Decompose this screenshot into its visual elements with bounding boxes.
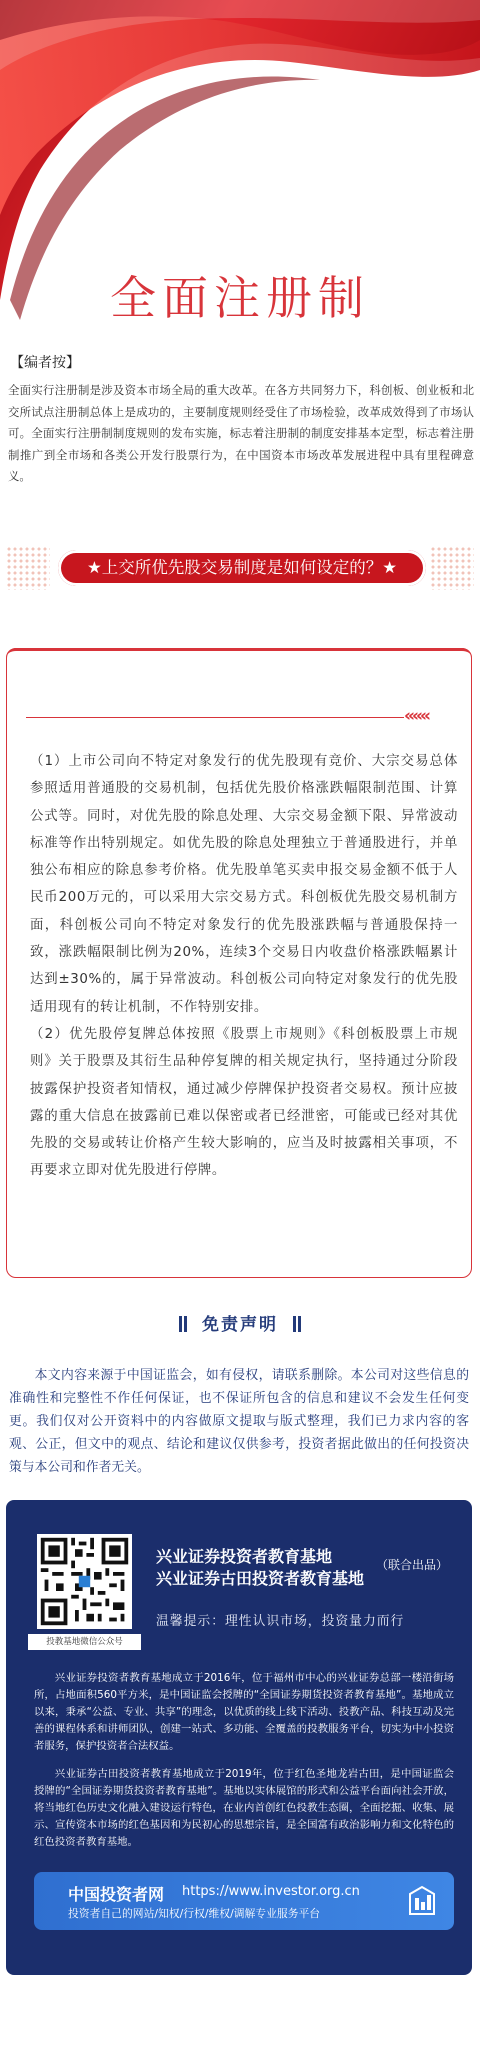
org-description-2: 兴业证券古田投资者教育基地成立于2019年，位于红色圣地龙岩古田，是中国证监会授牌的“全国证券期货投资者教育基地”。基地以实体展馆的形式和公益平台面向社会开放，将当地红色历史文化融入建设运行特色，在业内首创红色投教生态圈，全面挖掘、收集、展示、宣传资本市场的红色基因和为民初心的思想宗旨，是全国富有政治影响力和文化特色的红色投资者教育基地。 bbox=[34, 1768, 454, 1848]
qr-caption: 投教基地微信公众号 bbox=[28, 1634, 141, 1650]
bar-icon bbox=[184, 1316, 187, 1332]
editor-note-text: 全面实行注册制是涉及资本市场全局的重大改革。在各方共同努力下，科创板、创业板和北交所试点注册制总体上是成功的，主要制度规则经受住了市场检验，改革成效得到了市场认可。全面实行注册制制度规则的发布实施，标志着注册制的制度安排基本定型，标志着注册制推广到全市场和各类公开发行股票行为，在中国资本市场改革发展进程中具有里程碑意义。 bbox=[8, 383, 474, 483]
investor-logo-icon bbox=[406, 1884, 438, 1918]
content-card-body bbox=[30, 748, 458, 1185]
org-name-2: 兴业证券古田投资者教育基地 bbox=[156, 1569, 365, 1588]
hero-banner bbox=[0, 0, 480, 345]
answer-paragraph-2: （2）优先股停复牌总体按照《股票上市规则》《科创板股票上市规则》关于股票及其衍生品种停复牌的相关规定执行，坚持通过分阶段披露保护投资者知情权，通过减少停牌保护投资者交易权。预计应披露的重大信息在披露前已难以保密或者已经泄密，可能或已经对其优先股的交易或转让价格产生较大影响的，应当及时披露相关事项，不再要求立即对优先股进行停牌。 bbox=[30, 1026, 458, 1179]
warm-tip: 温馨提示：理性认识市场，投资量力而行 bbox=[156, 1614, 405, 1629]
content-card-top-border bbox=[6, 648, 472, 660]
portal-tagline: 投资者自己的网站/知权/行权/维权/调解专业服务平台 bbox=[68, 1907, 321, 1920]
org-description-1: 兴业证券投资者教育基地成立于2016年，位于福州市中心的兴业证券总部一楼沿街场所，占地面积560平方米，是中国证监会授牌的“全国证券期货投资者教育基地”。基地成立以来，秉承“公益、专业、共享”的理念，以优质的线上线下活动、投教产品、科技互动及完善的课程体系和讲师团队，创建一站式、多功能、全覆盖的投教服务平台，切实为中小投资者服务，保护投资者合法权益。 bbox=[34, 1672, 454, 1752]
chevrons-left-icon: ‹‹‹‹‹‹ bbox=[404, 706, 429, 726]
page-title: 全面注册制 bbox=[110, 271, 370, 325]
portal-name: 中国投资者网 bbox=[68, 1885, 165, 1904]
editor-note-label: 【编者按】 bbox=[10, 355, 80, 371]
disclaimer-text: 本文内容来源于中国证监会，如有侵权，请联系删除。本公司对这些信息的准确性和完整性不作任何保证，也不保证所包含的信息和建议不会发生任何变更。我们仅对公开资料中的内容做原文提取与版式整理，我们已力求内容的客观、公正，但文中的观点、结论和建议仅供参考，投资者据此做出的任何投资决策与本公司和作者无关。 bbox=[9, 1368, 469, 1475]
answer-paragraph-1: （1）上市公司向不特定对象发行的优先股现有竞价、大宗交易总体参照适用普通股的交易机制，包括优先股价格涨跌幅限制范围、计算公式等。同时，对优先股的除息处理、大宗交易金额下限、异常波动标准等作出特别规定。如优先股的除息处理独立于普通股进行，并单独公布相应的除息参考价格。优先股单笔买卖申报交易金额不低于人民币200万元的，可以采用大宗交易方式。科创板优先股交易机制方面，科创板公司向不特定对象发行的优先股涨跌幅与普通股保持一致，涨跌幅限制比例为20%，连续3个交易日内收盘价格涨跌幅累计达到±30%的，属于异常波动。科创板公司向特定对象发行的优先股适用现有的转让机制，不作特别安排。 bbox=[30, 754, 458, 1015]
portal-url[interactable]: https://www.investor.org.cn bbox=[182, 1884, 360, 1899]
dot-pattern-right bbox=[430, 546, 474, 590]
dot-pattern-left bbox=[6, 546, 50, 590]
disclaimer-heading bbox=[0, 1310, 480, 1335]
org-name-1: 兴业证券投资者教育基地 bbox=[156, 1547, 333, 1566]
footer-panel bbox=[6, 1500, 472, 1975]
disclaimer-title: 免责声明 bbox=[202, 1315, 278, 1335]
qr-code-image bbox=[37, 1534, 132, 1629]
bar-icon bbox=[179, 1316, 182, 1332]
joint-production-label: （联合出品） bbox=[376, 1558, 449, 1572]
bar-icon bbox=[298, 1316, 301, 1332]
content-card-divider bbox=[26, 717, 404, 718]
question-banner-text: ★上交所优先股交易制度是如何设定的？★ bbox=[58, 550, 426, 586]
qr-code bbox=[37, 1534, 132, 1629]
question-banner bbox=[0, 540, 480, 596]
investor-portal-link[interactable] bbox=[34, 1872, 454, 1930]
bar-icon bbox=[293, 1316, 296, 1332]
